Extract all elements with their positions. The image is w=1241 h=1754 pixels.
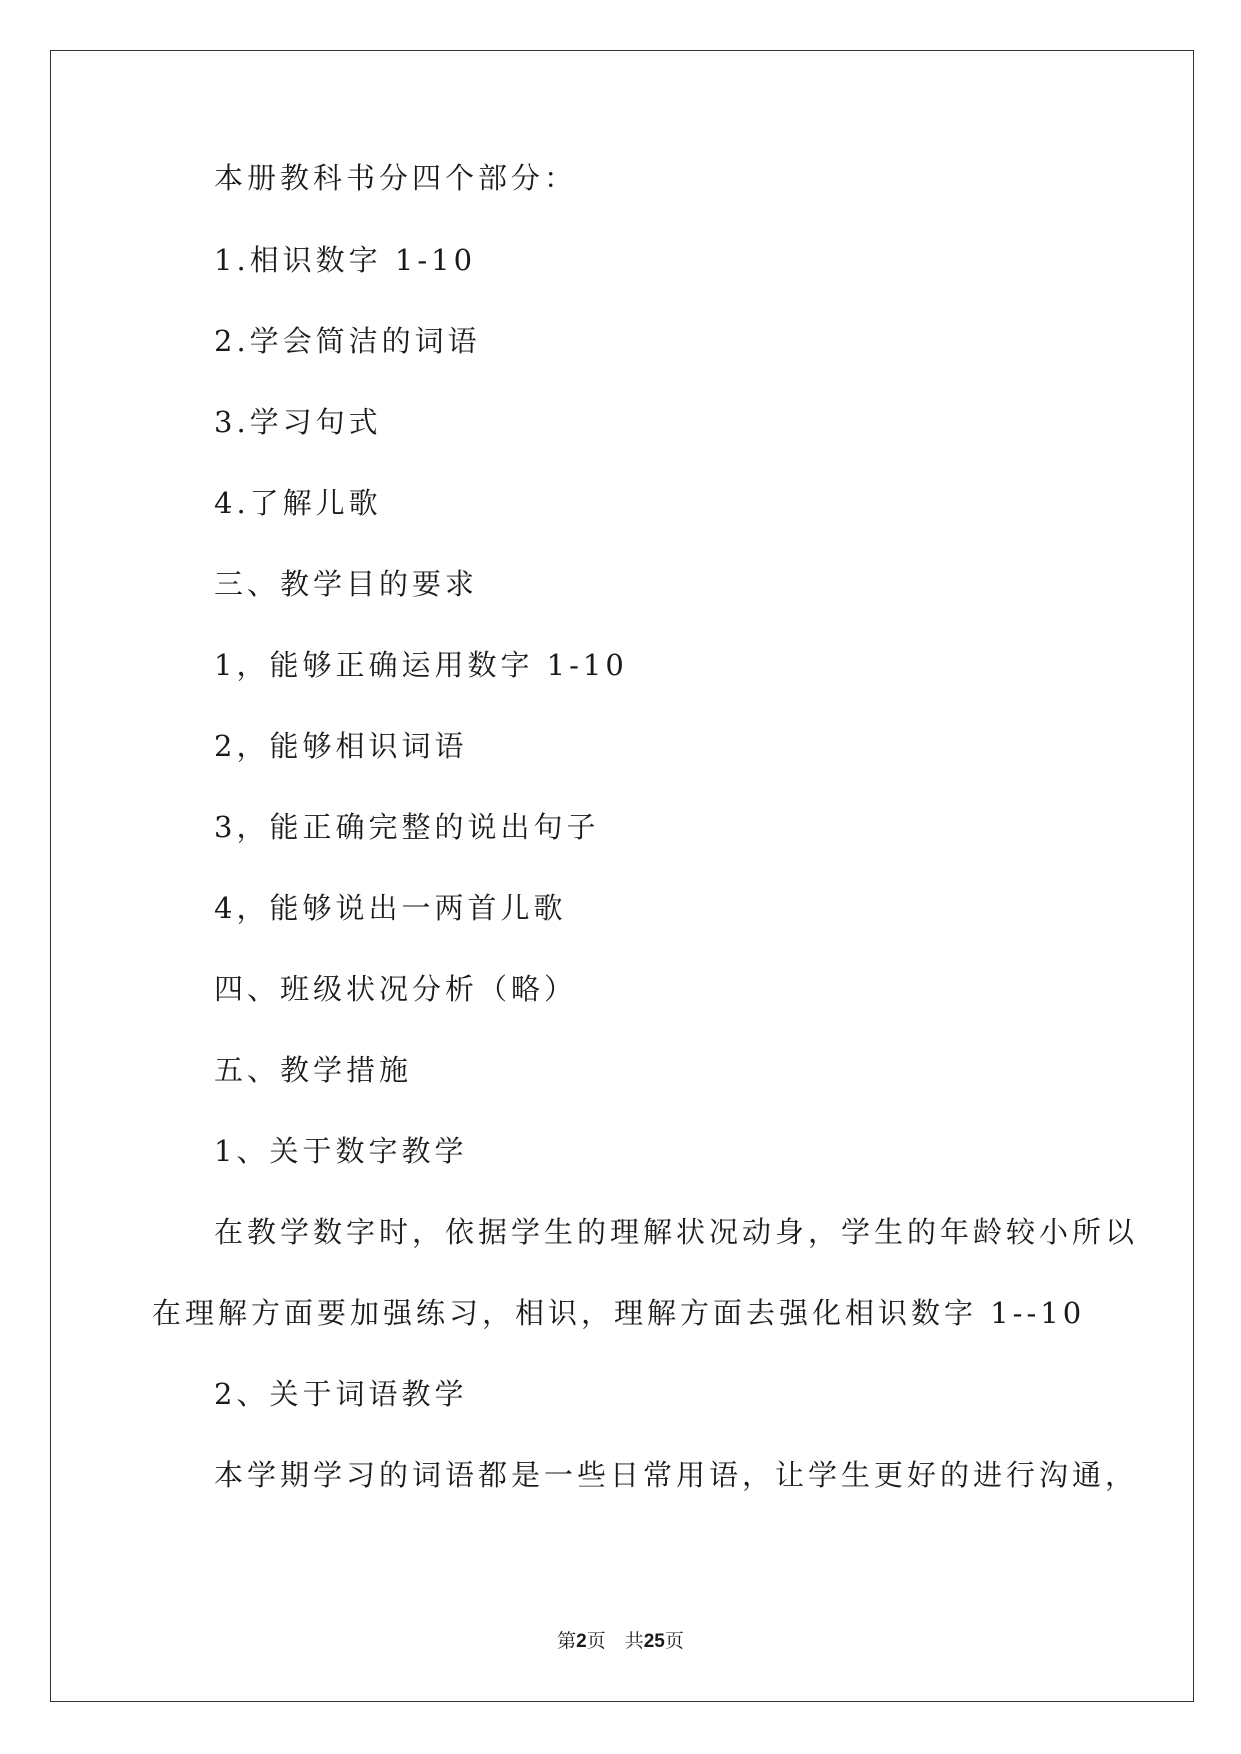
section-heading: 四、班级状况分析（略） bbox=[214, 972, 578, 1006]
subsection-heading: 1、关于数字教学 bbox=[214, 1134, 468, 1168]
text-line: 3.学习句式 bbox=[214, 405, 382, 439]
section-heading: 五、教学措施 bbox=[214, 1053, 413, 1087]
text-line: 4.了解儿歌 bbox=[214, 486, 382, 520]
text-line: 2，能够相识词语 bbox=[214, 729, 468, 763]
total-pages-number: 25 bbox=[643, 1631, 665, 1652]
footer-prefix: 第 bbox=[557, 1630, 577, 1652]
text-line: 1，能够正确运用数字 1-10 bbox=[214, 648, 628, 682]
paragraph-line: 在理解方面要加强练习，相识，理解方面去强化相识数字 1--10 bbox=[152, 1296, 1086, 1330]
current-page-number: 2 bbox=[576, 1631, 587, 1652]
paragraph-line: 在教学数字时，依据学生的理解状况动身，学生的年龄较小所以 bbox=[214, 1215, 1139, 1249]
text-line: 2.学会简洁的词语 bbox=[214, 324, 481, 358]
text-line: 1.相识数字 1-10 bbox=[214, 243, 477, 277]
text-line: 本册教科书分四个部分： bbox=[214, 161, 578, 195]
footer-mid: 页 共 bbox=[586, 1630, 644, 1652]
footer-suffix: 页 bbox=[664, 1630, 684, 1652]
text-line: 4，能够说出一两首儿歌 bbox=[214, 891, 567, 925]
text-line: 3，能正确完整的说出句子 bbox=[214, 810, 600, 844]
paragraph-line: 本学期学习的词语都是一些日常用语，让学生更好的进行沟通， bbox=[214, 1458, 1139, 1492]
section-heading: 三、教学目的要求 bbox=[214, 567, 479, 601]
page-footer bbox=[0, 1626, 1241, 1653]
subsection-heading: 2、关于词语教学 bbox=[214, 1377, 468, 1411]
